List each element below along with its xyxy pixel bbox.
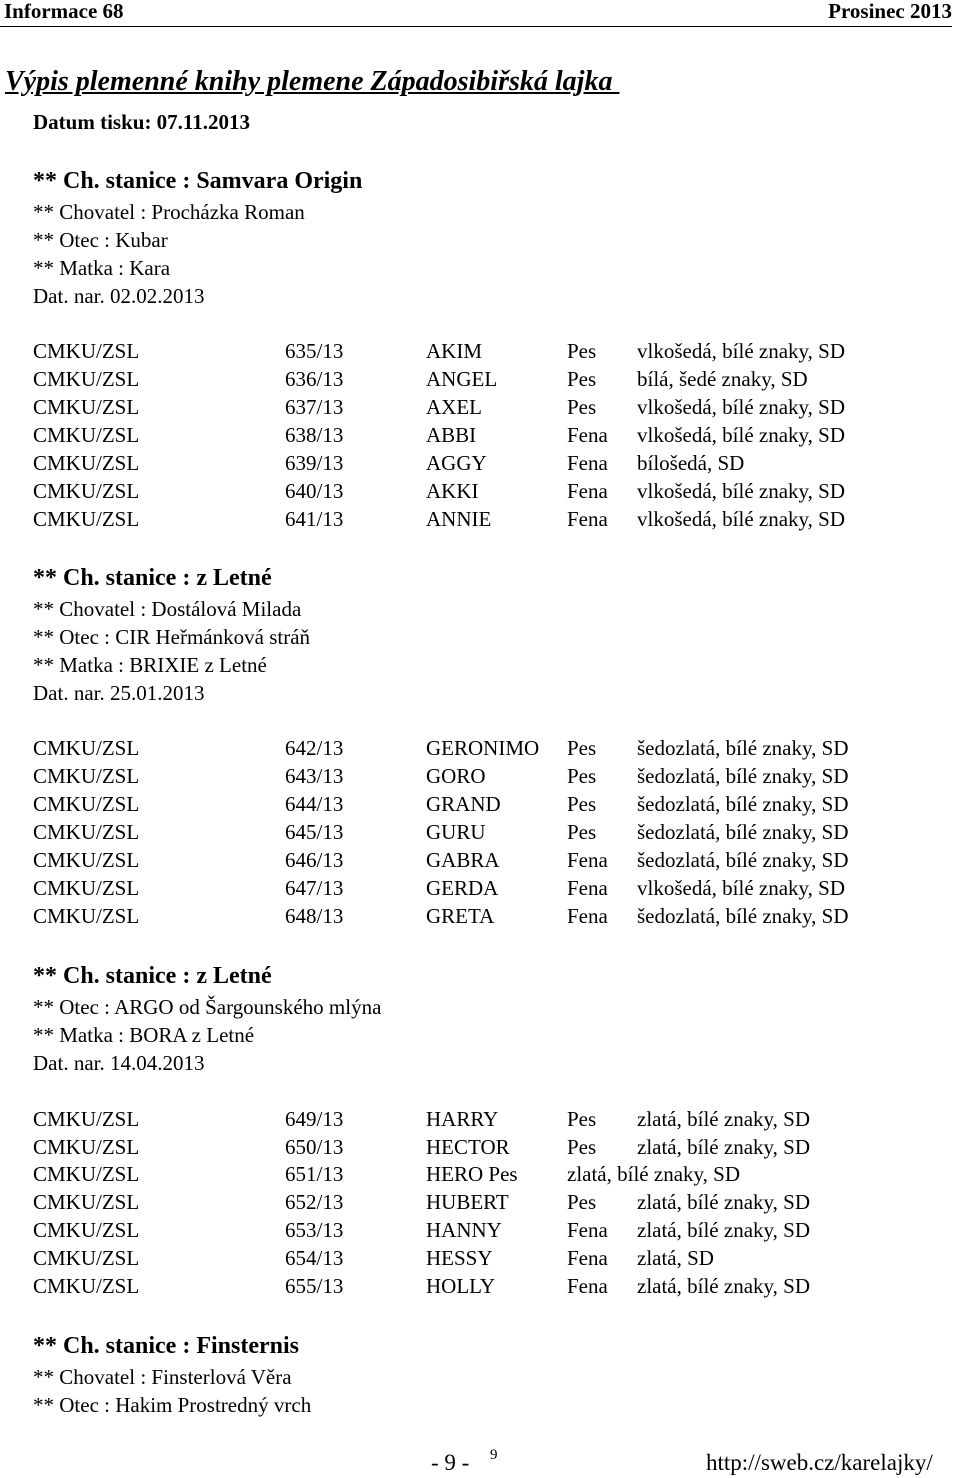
registration-number: 635/13 xyxy=(285,339,344,363)
registry: CMKU/ZSL xyxy=(33,1162,140,1186)
registration-number: 636/13 xyxy=(285,367,344,391)
registration-number: 645/13 xyxy=(285,820,344,844)
dog-sex: Fena xyxy=(567,507,608,531)
dog-name: AXEL xyxy=(426,395,482,419)
dog-color: šedozlatá, bílé znaky, SD xyxy=(637,792,849,816)
dog-row xyxy=(0,1162,960,1188)
dog-color: šedozlatá, bílé znaky, SD xyxy=(637,904,849,928)
registry: CMKU/ZSL xyxy=(33,507,140,531)
dog-color: šedozlatá, bílé znaky, SD xyxy=(637,848,849,872)
registration-number: 642/13 xyxy=(285,736,344,760)
registration-number: 653/13 xyxy=(285,1218,344,1242)
dog-row xyxy=(0,479,960,505)
dog-sex: Pes xyxy=(567,764,597,788)
registration-number: 648/13 xyxy=(285,904,344,928)
dog-name: HECTOR xyxy=(426,1135,510,1159)
dog-sex: Pes xyxy=(567,792,597,816)
dog-color: zlatá, bílé znaky, SD xyxy=(637,1190,810,1214)
dog-color: vlkošedá, bílé znaky, SD xyxy=(637,507,846,531)
station-heading: ** Ch. stanice : z Letné xyxy=(33,963,272,989)
page-number: - 9 - xyxy=(431,1450,470,1475)
dog-name: HOLLY xyxy=(426,1274,496,1298)
dog-row xyxy=(0,1135,960,1161)
dog-row xyxy=(0,1274,960,1300)
dog-name: HANNY xyxy=(426,1218,502,1242)
dog-row xyxy=(0,1107,960,1133)
page-number-superscript: 9 xyxy=(490,1447,498,1463)
dog-sex: Fena xyxy=(567,479,608,503)
registry: CMKU/ZSL xyxy=(33,1246,140,1270)
dog-row xyxy=(0,736,960,762)
registration-number: 647/13 xyxy=(285,876,344,900)
dog-sex: Fena xyxy=(567,1246,608,1270)
dog-sex: Pes xyxy=(567,1190,597,1214)
dog-name: HERO Pes xyxy=(426,1162,518,1186)
registry: CMKU/ZSL xyxy=(33,1190,140,1214)
dog-sex: Fena xyxy=(567,423,608,447)
registry: CMKU/ZSL xyxy=(33,820,140,844)
breeder-line: ** Chovatel : Procházka Roman xyxy=(33,200,305,224)
registration-number: 644/13 xyxy=(285,792,344,816)
dog-color: šedozlatá, bílé znaky, SD xyxy=(637,764,849,788)
dog-sex: Fena xyxy=(567,848,608,872)
sire-line: ** Otec : ARGO od Šargounského mlýna xyxy=(33,995,382,1019)
dog-color: vlkošedá, bílé znaky, SD xyxy=(637,339,846,363)
sire-line: ** Otec : Hakim Prostredný vrch xyxy=(33,1393,312,1417)
station-heading: ** Ch. stanice : Finsternis xyxy=(33,1333,299,1359)
dog-color: zlatá, bílé znaky, SD xyxy=(637,1274,810,1298)
registry: CMKU/ZSL xyxy=(33,736,140,760)
print-date: Datum tisku: 07.11.2013 xyxy=(33,110,251,134)
registry: CMKU/ZSL xyxy=(33,764,140,788)
dog-color: bílá, šedé znaky, SD xyxy=(637,367,808,391)
registration-number: 649/13 xyxy=(285,1107,344,1131)
dog-color: šedozlatá, bílé znaky, SD xyxy=(637,736,849,760)
dog-sex: Fena xyxy=(567,1218,608,1242)
dog-sex: Fena xyxy=(567,451,608,475)
dog-row xyxy=(0,764,960,790)
registry: CMKU/ZSL xyxy=(33,423,140,447)
dog-color: vlkošedá, bílé znaky, SD xyxy=(637,479,846,503)
sire-line: ** Otec : CIR Heřmánková stráň xyxy=(33,625,311,649)
registration-number: 652/13 xyxy=(285,1190,344,1214)
dog-name: AGGY xyxy=(426,451,487,475)
page-header xyxy=(0,0,952,27)
dog-name: ABBI xyxy=(426,423,477,447)
dog-sex: Fena xyxy=(567,876,608,900)
dog-color: zlatá, bílé znaky, SD xyxy=(637,1218,810,1242)
registry: CMKU/ZSL xyxy=(33,1218,140,1242)
dog-sex: Fena xyxy=(567,904,608,928)
birth-date-line: Dat. nar. 02.02.2013 xyxy=(33,284,205,308)
dog-name: ANGEL xyxy=(426,367,498,391)
dog-sex: Pes xyxy=(567,736,597,760)
registry: CMKU/ZSL xyxy=(33,1274,140,1298)
registration-number: 651/13 xyxy=(285,1162,344,1186)
breeder-line: ** Chovatel : Dostálová Milada xyxy=(33,597,302,621)
station-heading: ** Ch. stanice : z Letné xyxy=(33,565,272,591)
dog-name: GABRA xyxy=(426,848,500,872)
dog-sex: Pes xyxy=(567,339,597,363)
dog-name: HUBERT xyxy=(426,1190,509,1214)
dog-sex: Fena xyxy=(567,1274,608,1298)
dog-row xyxy=(0,820,960,846)
registration-number: 646/13 xyxy=(285,848,344,872)
dam-line: ** Matka : Kara xyxy=(33,256,171,280)
breeder-line: ** Chovatel : Finsterlová Věra xyxy=(33,1365,292,1389)
registry: CMKU/ZSL xyxy=(33,1107,140,1131)
registration-number: 655/13 xyxy=(285,1274,344,1298)
dog-name: AKIM xyxy=(426,339,482,363)
birth-date-line: Dat. nar. 25.01.2013 xyxy=(33,681,205,705)
dog-row xyxy=(0,848,960,874)
birth-date-line: Dat. nar. 14.04.2013 xyxy=(33,1051,205,1075)
document-title: Výpis plemenné knihy plemene Západosibiřská lajka xyxy=(5,66,620,97)
dog-sex: Pes xyxy=(567,1107,597,1131)
dog-name: GRETA xyxy=(426,904,495,928)
dog-color: zlatá, bílé znaky, SD xyxy=(567,1162,740,1186)
dog-color: vlkošedá, bílé znaky, SD xyxy=(637,423,846,447)
registry: CMKU/ZSL xyxy=(33,848,140,872)
header-issue: Informace 68 xyxy=(4,0,124,23)
station-heading: ** Ch. stanice : Samvara Origin xyxy=(33,168,363,194)
dog-sex: Pes xyxy=(567,1135,597,1159)
dog-name: GURU xyxy=(426,820,486,844)
registration-number: 638/13 xyxy=(285,423,344,447)
dog-sex: Pes xyxy=(567,820,597,844)
dog-color: bílošedá, SD xyxy=(637,451,745,475)
dog-row xyxy=(0,1190,960,1216)
dog-name: GERONIMO xyxy=(426,736,540,760)
dog-name: GRAND xyxy=(426,792,501,816)
dam-line: ** Matka : BRIXIE z Letné xyxy=(33,653,267,677)
dog-sex: Pes xyxy=(567,367,597,391)
dog-name: HESSY xyxy=(426,1246,493,1270)
dog-row xyxy=(0,367,960,393)
dog-row xyxy=(0,339,960,365)
dog-row xyxy=(0,395,960,421)
dog-row xyxy=(0,423,960,449)
dog-row xyxy=(0,792,960,818)
sire-line: ** Otec : Kubar xyxy=(33,228,168,252)
registry: CMKU/ZSL xyxy=(33,451,140,475)
registry: CMKU/ZSL xyxy=(33,1135,140,1159)
registration-number: 639/13 xyxy=(285,451,344,475)
dog-name: ANNIE xyxy=(426,507,492,531)
dog-row xyxy=(0,1246,960,1272)
dog-row xyxy=(0,507,960,533)
registration-number: 654/13 xyxy=(285,1246,344,1270)
registration-number: 641/13 xyxy=(285,507,344,531)
dog-color: zlatá, bílé znaky, SD xyxy=(637,1107,810,1131)
dog-name: GORO xyxy=(426,764,486,788)
dog-row xyxy=(0,876,960,902)
registry: CMKU/ZSL xyxy=(33,395,140,419)
registration-number: 650/13 xyxy=(285,1135,344,1159)
dog-color: vlkošedá, bílé znaky, SD xyxy=(637,395,846,419)
registry: CMKU/ZSL xyxy=(33,792,140,816)
dog-name: GERDA xyxy=(426,876,499,900)
registration-number: 640/13 xyxy=(285,479,344,503)
registry: CMKU/ZSL xyxy=(33,367,140,391)
dog-color: šedozlatá, bílé znaky, SD xyxy=(637,820,849,844)
dog-row xyxy=(0,1218,960,1244)
registry: CMKU/ZSL xyxy=(33,904,140,928)
registry: CMKU/ZSL xyxy=(33,339,140,363)
header-month: Prosinec 2013 xyxy=(828,0,952,23)
footer-url: http://sweb.cz/karelajky/ xyxy=(706,1450,933,1475)
dog-name: AKKI xyxy=(426,479,479,503)
dog-color: zlatá, bílé znaky, SD xyxy=(637,1135,810,1159)
dog-color: zlatá, SD xyxy=(637,1246,714,1270)
dog-color: vlkošedá, bílé znaky, SD xyxy=(637,876,846,900)
dog-name: HARRY xyxy=(426,1107,499,1131)
registry: CMKU/ZSL xyxy=(33,479,140,503)
registry: CMKU/ZSL xyxy=(33,876,140,900)
dog-row xyxy=(0,904,960,930)
dog-sex: Pes xyxy=(567,395,597,419)
registration-number: 643/13 xyxy=(285,764,344,788)
dam-line: ** Matka : BORA z Letné xyxy=(33,1023,255,1047)
registration-number: 637/13 xyxy=(285,395,344,419)
dog-row xyxy=(0,451,960,477)
